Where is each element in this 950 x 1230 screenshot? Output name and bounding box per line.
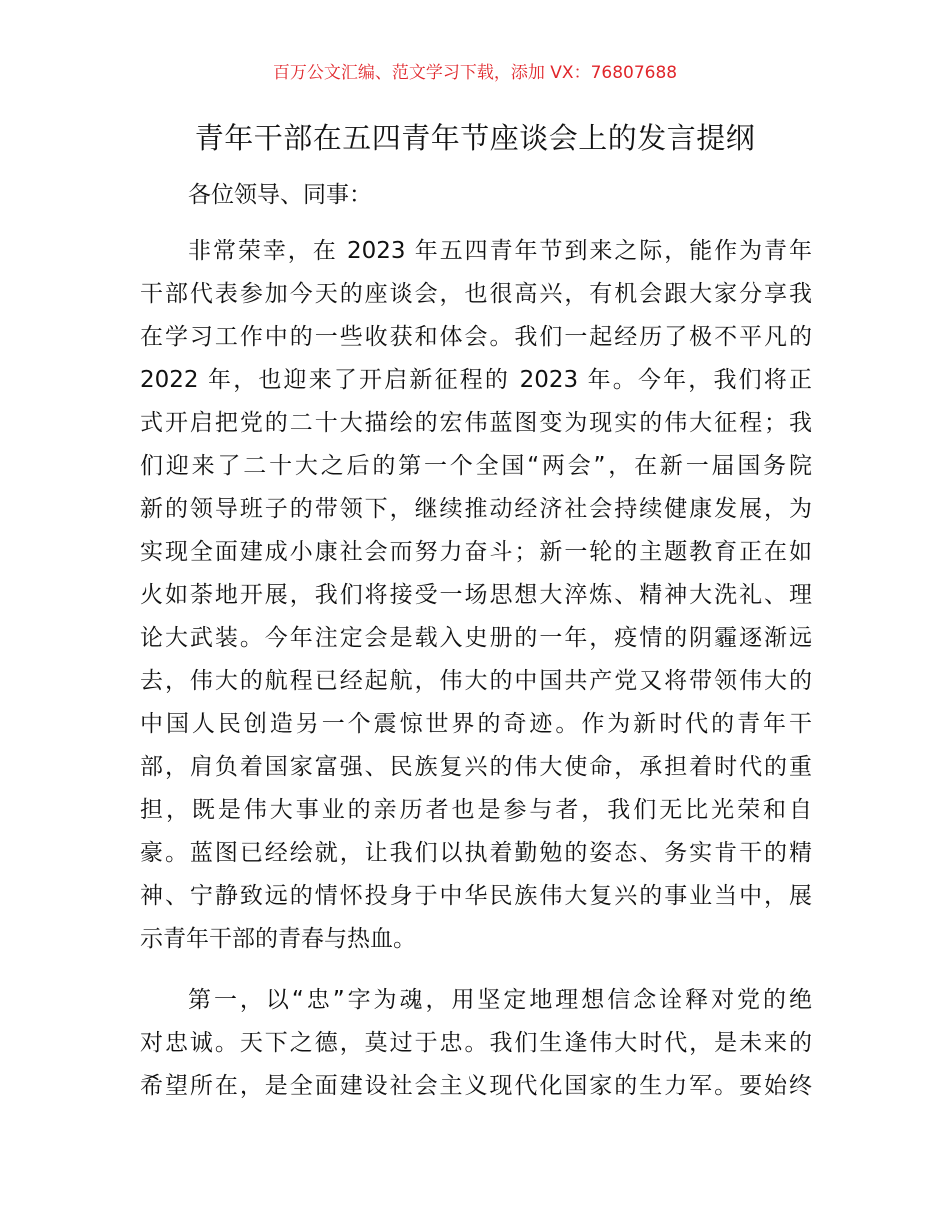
text-line: 部，肩负着国家富强、民族复兴的伟大使命，承担着时代的重 bbox=[140, 754, 812, 780]
text-line: 在学习工作中的一些收获和体会。我们一起经历了极不平凡的 bbox=[140, 324, 812, 350]
greeting: 各位领导、同事： bbox=[188, 182, 372, 208]
text-line: 火如荼地开展，我们将接受一场思想大淬炼、精神大洗礼、理 bbox=[140, 582, 812, 608]
paragraph-2 bbox=[140, 979, 812, 1108]
text-line: 式开启把党的二十大描绘的宏伟蓝图变为现实的伟大征程；我 bbox=[140, 410, 812, 436]
text-line: 们迎来了二十大之后的第一个全国“两会”，在新一届国务院 bbox=[140, 453, 812, 479]
text-line: 希望所在，是全面建设社会主义现代化国家的生力军。要始终 bbox=[140, 1073, 812, 1099]
text-line: 对忠诚。天下之德，莫过于忠。我们生逢伟大时代，是未来的 bbox=[140, 1030, 812, 1056]
text-line: 实现全面建成小康社会而努力奋斗；新一轮的主题教育正在如 bbox=[140, 539, 812, 565]
text-line: 新的领导班子的带领下，继续推动经济社会持续健康发展，为 bbox=[140, 496, 812, 522]
text-line: 豪。蓝图已经绘就，让我们以执着勤勉的姿态、务实肯干的精 bbox=[140, 840, 812, 866]
text-line: 第一，以“忠”字为魂，用坚定地理想信念诠释对党的绝 bbox=[188, 987, 812, 1013]
text-line: 示青年干部的青春与热血。 bbox=[140, 926, 416, 952]
document-title: 青年干部在五四青年节座谈会上的发言提纲 bbox=[194, 121, 756, 155]
watermark-header: 百万公文汇编、范文学习下载，添加 VX：76807688 bbox=[272, 63, 678, 83]
text-line: 2022 年，也迎来了开启新征程的 2023 年。今年，我们将正 bbox=[140, 367, 812, 393]
paragraph-1 bbox=[140, 230, 812, 961]
text-line: 非常荣幸，在 2023 年五四青年节到来之际，能作为青年 bbox=[188, 238, 812, 264]
text-line: 论大武装。今年注定会是载入史册的一年，疫情的阴霾逐渐远 bbox=[140, 625, 812, 651]
text-line: 担，既是伟大事业的亲历者也是参与者，我们无比光荣和自 bbox=[140, 797, 812, 823]
text-line: 去，伟大的航程已经起航，伟大的中国共产党又将带领伟大的 bbox=[140, 668, 812, 694]
text-line: 干部代表参加今天的座谈会，也很高兴，有机会跟大家分享我 bbox=[140, 281, 812, 307]
text-line: 神、宁静致远的情怀投身于中华民族伟大复兴的事业当中，展 bbox=[140, 883, 812, 909]
text-line: 中国人民创造另一个震惊世界的奇迹。作为新时代的青年干 bbox=[140, 711, 812, 737]
